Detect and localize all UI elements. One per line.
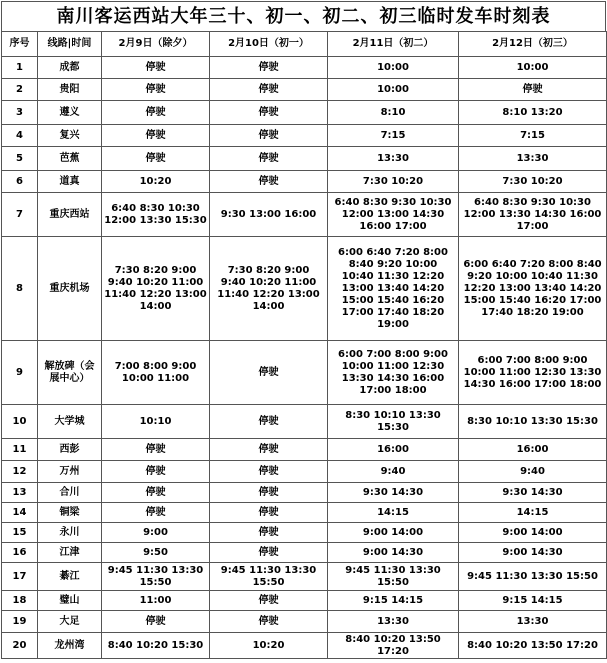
departures-day3: 9:40 bbox=[328, 461, 459, 483]
route-name: 璧山 bbox=[38, 591, 102, 611]
route-name: 芭蕉 bbox=[38, 147, 102, 171]
route-name: 合川 bbox=[38, 483, 102, 503]
departures-day2: 停驶 bbox=[210, 405, 328, 439]
row-number: 9 bbox=[2, 341, 38, 405]
departures-day4: 7:15 bbox=[459, 125, 607, 147]
departures-day2: 停驶 bbox=[210, 57, 328, 79]
row-number: 11 bbox=[2, 439, 38, 461]
row-number: 20 bbox=[2, 633, 38, 659]
route-name: 铜梁 bbox=[38, 503, 102, 523]
table-row bbox=[2, 523, 607, 543]
departures-day1: 停驶 bbox=[102, 503, 210, 523]
timetable-body bbox=[2, 57, 607, 659]
departures-day1: 6:40 8:30 10:30 12:00 13:30 15:30 bbox=[102, 193, 210, 237]
departures-day2: 停驶 bbox=[210, 125, 328, 147]
departures-day4: 7:30 10:20 bbox=[459, 171, 607, 193]
header-row bbox=[2, 32, 607, 57]
table-row bbox=[2, 503, 607, 523]
table-row bbox=[2, 171, 607, 193]
departures-day4: 9:15 14:15 bbox=[459, 591, 607, 611]
row-number: 18 bbox=[2, 591, 38, 611]
route-name: 遵义 bbox=[38, 101, 102, 125]
route-name: 龙州湾 bbox=[38, 633, 102, 659]
row-number: 7 bbox=[2, 193, 38, 237]
table-row bbox=[2, 125, 607, 147]
departures-day4: 8:40 10:20 13:50 17:20 bbox=[459, 633, 607, 659]
header-no: 序号 bbox=[2, 32, 38, 57]
table-row bbox=[2, 591, 607, 611]
departures-day2: 10:20 bbox=[210, 633, 328, 659]
departures-day3: 13:30 bbox=[328, 147, 459, 171]
table-row bbox=[2, 147, 607, 171]
departures-day3: 9:15 14:15 bbox=[328, 591, 459, 611]
table-row bbox=[2, 341, 607, 405]
departures-day4: 13:30 bbox=[459, 147, 607, 171]
departures-day4: 16:00 bbox=[459, 439, 607, 461]
row-number: 15 bbox=[2, 523, 38, 543]
departures-day2: 停驶 bbox=[210, 171, 328, 193]
route-name: 万州 bbox=[38, 461, 102, 483]
departures-day3: 7:15 bbox=[328, 125, 459, 147]
departures-day1: 停驶 bbox=[102, 439, 210, 461]
departures-day3: 7:30 10:20 bbox=[328, 171, 459, 193]
departures-day3: 6:40 8:30 9:30 10:30 12:00 13:00 14:30 16:00 17:00 bbox=[328, 193, 459, 237]
route-name: 重庆西站 bbox=[38, 193, 102, 237]
departures-day3: 10:00 bbox=[328, 79, 459, 101]
route-name: 大学城 bbox=[38, 405, 102, 439]
departures-day4: 6:00 6:40 7:20 8:00 8:40 9:20 10:00 10:40 11:30 12:20 13:00 13:40 14:20 15:00 15:40 16:20 17:00 17:40 18:20 19:00 bbox=[459, 237, 607, 341]
page-title: 南川客运西站大年三十、初一、初二、初三临时发车时刻表 bbox=[1, 1, 606, 31]
route-name: 重庆机场 bbox=[38, 237, 102, 341]
departures-day3: 9:00 14:30 bbox=[328, 543, 459, 563]
departures-day2: 7:30 8:20 9:00 9:40 10:20 11:00 11:40 12:20 13:00 14:00 bbox=[210, 237, 328, 341]
departures-day1: 停驶 bbox=[102, 79, 210, 101]
row-number: 4 bbox=[2, 125, 38, 147]
row-number: 8 bbox=[2, 237, 38, 341]
departures-day3: 10:00 bbox=[328, 57, 459, 79]
departures-day2: 停驶 bbox=[210, 79, 328, 101]
row-number: 1 bbox=[2, 57, 38, 79]
departures-day1: 停驶 bbox=[102, 57, 210, 79]
departures-day2: 停驶 bbox=[210, 523, 328, 543]
departures-day3: 6:00 6:40 7:20 8:00 8:40 9:20 10:00 10:40 11:30 12:20 13:00 13:40 14:20 15:00 15:40 16:20 17:00 17:40 18:20 19:00 bbox=[328, 237, 459, 341]
departures-day3: 13:30 bbox=[328, 611, 459, 633]
row-number: 19 bbox=[2, 611, 38, 633]
departures-day1: 7:30 8:20 9:00 9:40 10:20 11:00 11:40 12:20 13:00 14:00 bbox=[102, 237, 210, 341]
route-name: 道真 bbox=[38, 171, 102, 193]
departures-day1: 10:10 bbox=[102, 405, 210, 439]
departures-day4: 6:40 8:30 9:30 10:30 12:00 13:30 14:30 16:00 17:00 bbox=[459, 193, 607, 237]
departures-day2: 停驶 bbox=[210, 543, 328, 563]
row-number: 6 bbox=[2, 171, 38, 193]
row-number: 14 bbox=[2, 503, 38, 523]
header-day3: 2月11日（初二） bbox=[328, 32, 459, 57]
table-row bbox=[2, 57, 607, 79]
departures-day4: 9:30 14:30 bbox=[459, 483, 607, 503]
departures-day2: 停驶 bbox=[210, 503, 328, 523]
departures-day2: 停驶 bbox=[210, 591, 328, 611]
departures-day1: 9:45 11:30 13:30 15:50 bbox=[102, 563, 210, 591]
table-row bbox=[2, 193, 607, 237]
row-number: 12 bbox=[2, 461, 38, 483]
departures-day3: 8:10 bbox=[328, 101, 459, 125]
departures-day2: 停驶 bbox=[210, 483, 328, 503]
departures-day1: 8:40 10:20 15:30 bbox=[102, 633, 210, 659]
row-number: 2 bbox=[2, 79, 38, 101]
table-row bbox=[2, 439, 607, 461]
departures-day4: 10:00 bbox=[459, 57, 607, 79]
row-number: 10 bbox=[2, 405, 38, 439]
departures-day1: 停驶 bbox=[102, 611, 210, 633]
row-number: 17 bbox=[2, 563, 38, 591]
departures-day4: 8:30 10:10 13:30 15:30 bbox=[459, 405, 607, 439]
table-row bbox=[2, 483, 607, 503]
table-row bbox=[2, 79, 607, 101]
route-name: 西彭 bbox=[38, 439, 102, 461]
departures-day3: 6:00 7:00 8:00 9:00 10:00 11:00 12:30 13:30 14:30 16:00 17:00 18:00 bbox=[328, 341, 459, 405]
header-day4: 2月12日（初三） bbox=[459, 32, 607, 57]
departures-day4: 停驶 bbox=[459, 79, 607, 101]
departures-day1: 停驶 bbox=[102, 461, 210, 483]
departures-day4: 14:15 bbox=[459, 503, 607, 523]
departures-day1: 停驶 bbox=[102, 101, 210, 125]
departures-day4: 9:45 11:30 13:30 15:50 bbox=[459, 563, 607, 591]
route-name: 贵阳 bbox=[38, 79, 102, 101]
departures-day4: 8:10 13:20 bbox=[459, 101, 607, 125]
departures-day4: 6:00 7:00 8:00 9:00 10:00 11:00 12:30 13:30 14:30 16:00 17:00 18:00 bbox=[459, 341, 607, 405]
departures-day2: 9:45 11:30 13:30 15:50 bbox=[210, 563, 328, 591]
timetable bbox=[1, 31, 607, 659]
departures-day1: 9:00 bbox=[102, 523, 210, 543]
route-name: 复兴 bbox=[38, 125, 102, 147]
departures-day1: 10:20 bbox=[102, 171, 210, 193]
table-row bbox=[2, 633, 607, 659]
departures-day3: 9:30 14:30 bbox=[328, 483, 459, 503]
departures-day1: 停驶 bbox=[102, 147, 210, 171]
table-row bbox=[2, 237, 607, 341]
departures-day1: 9:50 bbox=[102, 543, 210, 563]
departures-day2: 停驶 bbox=[210, 341, 328, 405]
route-name: 永川 bbox=[38, 523, 102, 543]
departures-day1: 7:00 8:00 9:00 10:00 11:00 bbox=[102, 341, 210, 405]
header-route: 线路|时间 bbox=[38, 32, 102, 57]
table-row bbox=[2, 461, 607, 483]
route-name: 江津 bbox=[38, 543, 102, 563]
table-row bbox=[2, 101, 607, 125]
departures-day3: 8:30 10:10 13:30 15:30 bbox=[328, 405, 459, 439]
row-number: 16 bbox=[2, 543, 38, 563]
departures-day4: 9:40 bbox=[459, 461, 607, 483]
timetable-sheet bbox=[1, 1, 606, 661]
departures-day2: 停驶 bbox=[210, 147, 328, 171]
table-row bbox=[2, 543, 607, 563]
header-day2: 2月10日（初一） bbox=[210, 32, 328, 57]
departures-day1: 停驶 bbox=[102, 483, 210, 503]
table-row bbox=[2, 611, 607, 633]
route-name: 綦江 bbox=[38, 563, 102, 591]
departures-day1: 停驶 bbox=[102, 125, 210, 147]
departures-day2: 停驶 bbox=[210, 461, 328, 483]
departures-day3: 8:40 10:20 13:50 17:20 bbox=[328, 633, 459, 659]
departures-day3: 14:15 bbox=[328, 503, 459, 523]
table-row bbox=[2, 563, 607, 591]
departures-day2: 停驶 bbox=[210, 611, 328, 633]
departures-day4: 9:00 14:00 bbox=[459, 523, 607, 543]
table-row bbox=[2, 405, 607, 439]
departures-day2: 停驶 bbox=[210, 101, 328, 125]
departures-day3: 16:00 bbox=[328, 439, 459, 461]
departures-day2: 9:30 13:00 16:00 bbox=[210, 193, 328, 237]
departures-day4: 13:30 bbox=[459, 611, 607, 633]
route-name: 大足 bbox=[38, 611, 102, 633]
row-number: 3 bbox=[2, 101, 38, 125]
departures-day4: 9:00 14:30 bbox=[459, 543, 607, 563]
departures-day1: 11:00 bbox=[102, 591, 210, 611]
route-name: 成都 bbox=[38, 57, 102, 79]
departures-day3: 9:45 11:30 13:30 15:50 bbox=[328, 563, 459, 591]
row-number: 13 bbox=[2, 483, 38, 503]
departures-day3: 9:00 14:00 bbox=[328, 523, 459, 543]
route-name: 解放碑（会展中心） bbox=[38, 341, 102, 405]
row-number: 5 bbox=[2, 147, 38, 171]
departures-day2: 停驶 bbox=[210, 439, 328, 461]
header-day1: 2月9日（除夕） bbox=[102, 32, 210, 57]
